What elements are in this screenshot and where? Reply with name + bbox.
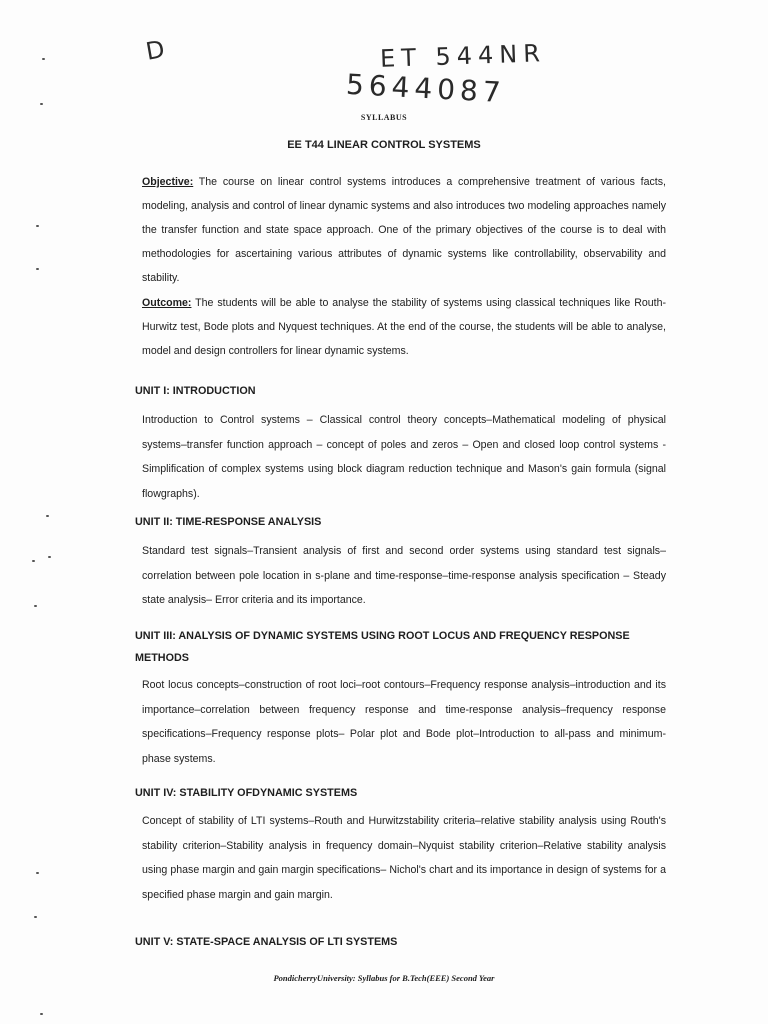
objective-label: Objective: — [142, 176, 194, 188]
unit-4-title: UNIT IV: STABILITY OFDYNAMIC SYSTEMS — [135, 787, 358, 799]
scan-speck — [34, 605, 37, 607]
unit-4-body: Concept of stability of LTI systems–Routh and Hurwitzstability criteria–relative stability analysis using Routh's stability criterion–Stability analysis in frequency domain–Nyquist stability criterion–Relative stability analysis using phase margin and gain margin specifications– Nichol's chart and its importance in design of systems for a specified phase margin and gain margin. — [142, 815, 666, 901]
unit-3-title: UNIT III: ANALYSIS OF DYNAMIC SYSTEMS USING ROOT LOCUS AND FREQUENCY RESPONSE METHODS — [135, 630, 630, 664]
unit-1-title: UNIT I: INTRODUCTION — [135, 385, 256, 397]
scan-speck — [40, 103, 43, 105]
scan-speck — [36, 872, 39, 874]
outcome-text: The students will be able to analyse the stability of systems using classical techniques like Routh-Hurwitz test, Bode plots and Nyquest techniques. At the end of the course, the students will be able to analyse, model and design controllers for linear dynamic systems. — [142, 297, 666, 357]
scan-speck — [48, 556, 51, 558]
syllabus-label: SYLLABUS — [360, 113, 408, 122]
unit-3-body: Root locus concepts–construction of root loci–root contours–Frequency response analysis–introduction and its importance–correlation between frequency response and time-response analysis–frequency response specifications–Frequency response plots– Polar plot and Bode plot–Introduction to all-pass and minimum-phase systems. — [142, 679, 666, 765]
page-footer: PondicherryUniversity: Syllabus for B.Tech(EEE) Second Year — [273, 973, 495, 983]
unit-2-body: Standard test signals–Transient analysis of first and second order systems using standard test signals–correlation between pole location in s-plane and time-response–time-response analysis specification – Steady state analysis– Error criteria and its importance. — [142, 545, 666, 606]
handwritten-number: 5644087 — [345, 67, 507, 110]
course-title: EE T44 LINEAR CONTROL SYSTEMS — [287, 139, 481, 151]
handwritten-mark: D — [143, 34, 171, 66]
unit-1-body: Introduction to Control systems – Classical control theory concepts–Mathematical modeling of physical systems–transfer function approach – concept of poles and zeros – Open and closed loop control systems - Simplification of complex systems using block diagram reduction technique and Mason's gain formula (signal flowgraphs). — [142, 414, 666, 500]
handwritten-course-code: ET 544NR — [379, 39, 547, 73]
scan-speck — [42, 58, 45, 60]
scan-speck — [36, 225, 39, 227]
scan-speck — [40, 1013, 43, 1015]
unit-2-title: UNIT II: TIME-RESPONSE ANALYSIS — [135, 516, 322, 528]
outcome-paragraph — [142, 291, 666, 363]
unit-5-title: UNIT V: STATE-SPACE ANALYSIS OF LTI SYSTEMS — [135, 936, 398, 948]
scan-speck — [32, 560, 35, 562]
objective-paragraph — [142, 170, 666, 290]
objective-text: The course on linear control systems introduces a comprehensive treatment of various facts, modeling, analysis and control of linear dynamic systems and also introduces two modeling approaches namely the transfer function and state space approach. One of the primary objectives of the course is to deal with methodologies for ascertaining various attributes of dynamic systems like controllability, observability and stability. — [142, 176, 666, 284]
scan-speck — [34, 916, 37, 918]
outcome-label: Outcome: — [142, 297, 192, 309]
scan-speck — [46, 515, 49, 517]
scan-speck — [36, 268, 39, 270]
